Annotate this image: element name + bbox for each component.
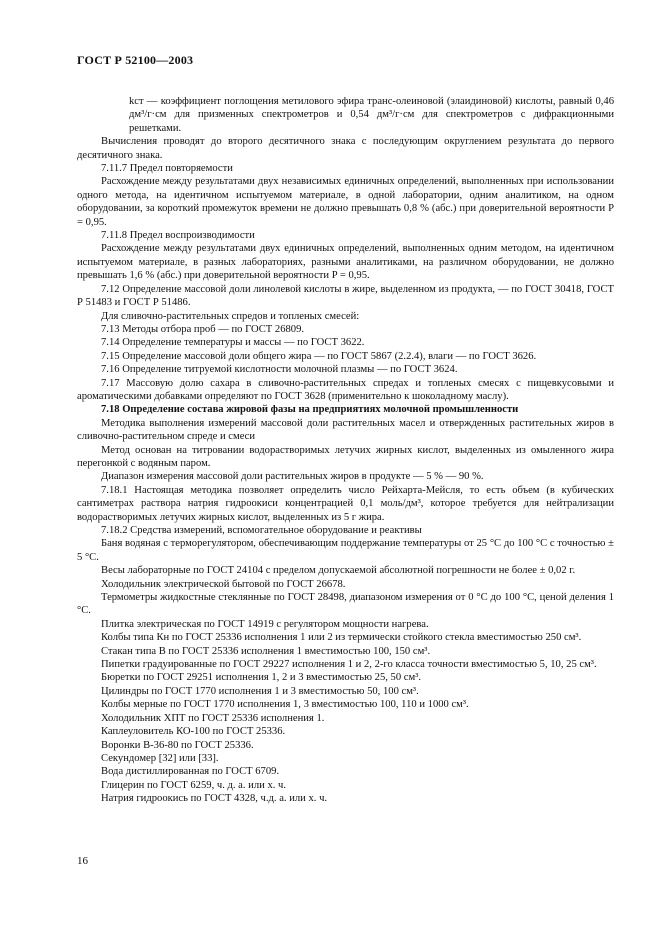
paragraph: Расхождение между результатами двух единичных определений, выполненных одним методом, на идентичном испытуемом материале, в разных лабораториях, разными аналитиками, на различном оборудовании, не должно превышать 1,6 % (абс.) при доверительной вероятности P = 0,95. [77, 243, 614, 282]
paragraph: Холодильник ХПТ по ГОСТ 25336 исполнения 1. [101, 712, 325, 724]
paragraph: Термометры жидкостные стеклянные по ГОСТ 28498, диапазоном измерения от 0 °С до 100 °С, ценой деления 1 °С. [77, 592, 614, 617]
paragraph: Диапазон измерения массовой доли растительных жиров в продукте — 5 % — 90 %. [101, 471, 484, 483]
paragraph: Весы лабораторные по ГОСТ 24104 с пределом допускаемой абсолютной погрешности не более ± 0,02 г. [101, 565, 576, 577]
paragraph: Цилиндры по ГОСТ 1770 исполнения 1 и 3 вместимостью 50, 100 см³. [101, 685, 419, 697]
paragraph: Глицерин по ГОСТ 6259, ч. д. а. или х. ч. [101, 779, 287, 791]
paragraph: Расхождение между результатами двух независимых единичных определений, выполненных при использовании одного метода, на идентичном испытуемом материале, в одной лаборатории, одним аналитиком, на одном оборудовании, за короткий промежуток времени не должно превышать 0,8 % (абс.) при доверительной вероятности P = 0,95. [77, 176, 614, 228]
page-number: 16 [77, 855, 88, 867]
paragraph: Воронки В-36-80 по ГОСТ 25336. [101, 739, 254, 751]
paragraph: Пипетки градуированные по ГОСТ 29227 исполнения 1 и 2, 2-го класса точности вместимостью 5, 10, 25 см³. [101, 659, 597, 671]
paragraph: Вычисления проводят до второго десятичного знака с последующим округлением результата до первого десятичного знака. [77, 136, 614, 161]
paragraph: Бюретки по ГОСТ 29251 исполнения 1, 2 и 3 вместимостью 25, 50 см³. [101, 672, 422, 684]
paragraph: 7.14 Определение температуры и массы — по ГОСТ 3622. [101, 337, 365, 349]
paragraph: Секундомер [32] или [33]. [101, 752, 219, 764]
document-body [77, 95, 614, 806]
paragraph: 7.11.8 Предел воспроизводимости [101, 230, 255, 242]
paragraph: Натрия гидроокись по ГОСТ 4328, ч.д. а. или х. ч. [101, 793, 328, 805]
paragraph: 7.15 Определение массовой доли общего жира — по ГОСТ 5867 (2.2.4), влаги — по ГОСТ 3626. [101, 350, 537, 362]
paragraph: Баня водяная с терморегулятором, обеспечивающим поддержание температуры от 25 °С до 100 °С с точностью ± 5 °С. [77, 538, 614, 563]
paragraph: 7.16 Определение титруемой кислотности молочной плазмы — по ГОСТ 3624. [101, 364, 458, 376]
paragraph: 7.13 Методы отбора проб — по ГОСТ 26809. [101, 323, 305, 335]
paragraph: Холодильник электрической бытовой по ГОСТ 26678. [101, 578, 346, 590]
paragraph: Колбы типа Кн по ГОСТ 25336 исполнения 1 или 2 из термически стойкого стекла вместимостью 250 см³. [101, 632, 582, 644]
paragraph: Метод основан на титровании водорастворимых летучих жирных кислот, выделенных из омыленного жира перегонкой с водяным паром. [77, 444, 614, 469]
paragraph: Вода дистиллированная по ГОСТ 6709. [101, 766, 280, 778]
paragraph: 7.18.2 Средства измерений, вспомогательное оборудование и реактивы [101, 525, 422, 536]
paragraph: 7.18.1 Настоящая методика позволяет определить число Рейхарта-Мейсля, то есть объем (в кубических сантиметрах раствора натрия гидроокиси концентрацией 0,1 моль/дм³, которое требуется для нейтрализации водорастворимых летучих жирных кислот, выделенных из 5 г жира. [77, 484, 614, 523]
paragraph: 7.17 Массовую долю сахара в сливочно-растительных спредах и топленых смесях с пищевкусовыми и ароматическими добавками определяют по ГОСТ 3628 (применительно к шоколадному маслу). [77, 377, 614, 402]
paragraph: 7.12 Определение массовой доли линолевой кислоты в жире, выделенном из продукта, — по ГОСТ 30418, ГОСТ Р 51483 и ГОСТ Р 51486. [77, 283, 614, 309]
paragraph: kст — коэффициент поглощения метилового эфира транс-олеиновой (элаидиновой) кислоты, равный 0,46 дм³/г·см для призменных спектрометров и 0,54 дм³/г·см для спектрометров с дифракционными решетками. [129, 96, 614, 134]
paragraph: Плитка электрическая по ГОСТ 14919 с регулятором мощности нагрева. [101, 618, 429, 630]
paragraph: Для сливочно-растительных спредов и топленых смесей: [101, 310, 360, 322]
section-heading: 7.18 Определение состава жировой фазы на предприятиях молочной промышленности [101, 404, 519, 416]
paragraph: Методика выполнения измерений массовой доли растительных масел и отвержденных растительных жиров в сливочно-растительном спреде и смеси [77, 417, 614, 443]
document-header: ГОСТ Р 52100—2003 [77, 53, 194, 67]
paragraph: Колбы мерные по ГОСТ 1770 исполнения 1, 3 вместимостью 100, 110 и 1000 см³. [101, 699, 469, 711]
paragraph: Каплеуловитель КО-100 по ГОСТ 25336. [101, 726, 286, 738]
paragraph: Стакан типа В по ГОСТ 25336 исполнения 1 вместимостью 100, 150 см³. [101, 645, 431, 657]
paragraph: 7.11.7 Предел повторяемости [101, 163, 233, 175]
